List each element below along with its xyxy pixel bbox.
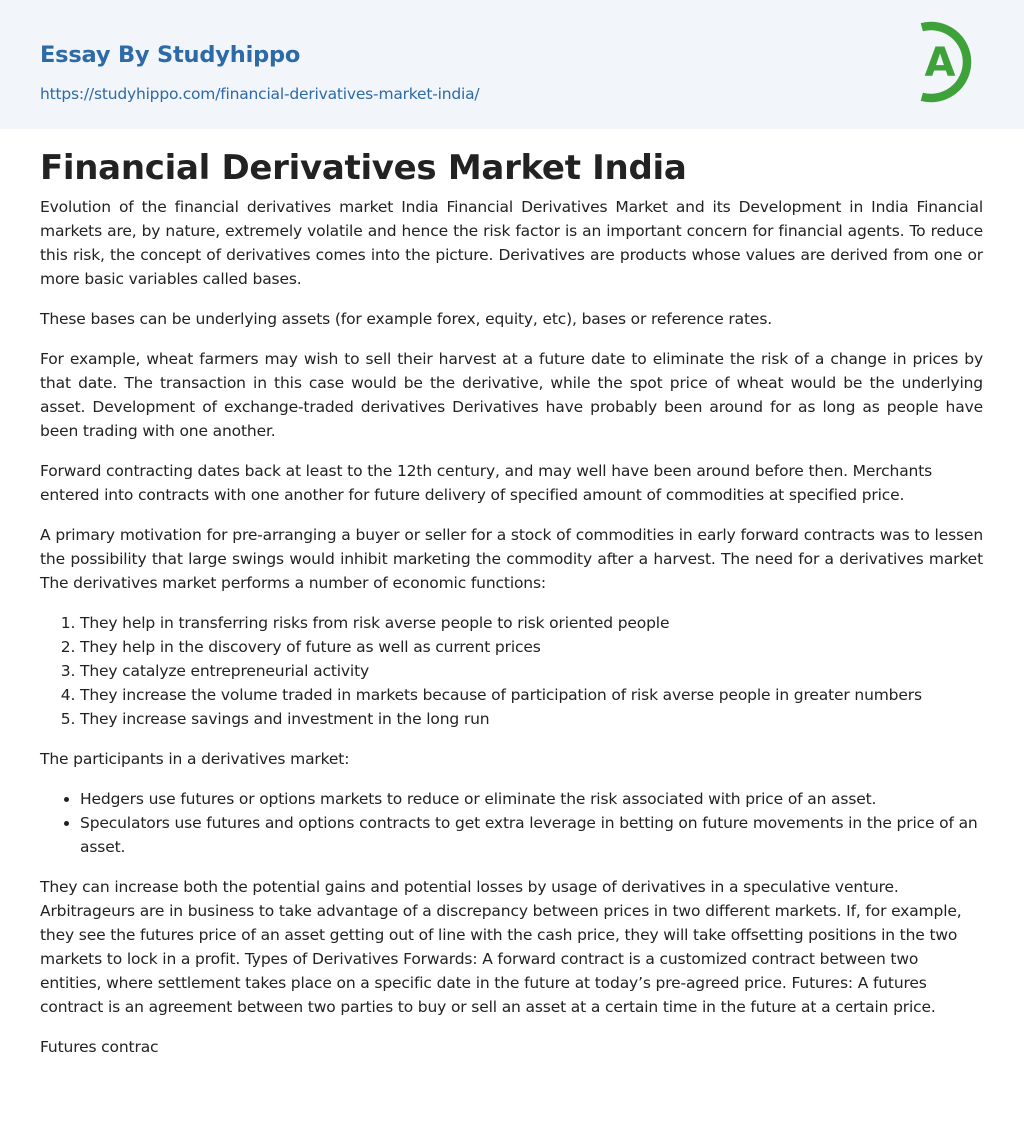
list-item: 3. They catalyze entrepreneurial activity xyxy=(80,659,983,683)
list-item: 5. They increase savings and investment in the long run xyxy=(80,707,983,731)
list-item: • Hedgers use futures or options markets to reduce or eliminate the risk associated with price of an asset. xyxy=(80,787,983,811)
studyhippo-logo-icon[interactable] xyxy=(913,19,985,105)
paragraph: Evolution of the financial derivatives market India Financial Derivatives Market and its Development in India Financial markets are, by nature, extremely volatile and hence the risk factor is an important concern for financial agents. To reduce this risk, the concept of derivatives comes into the picture. Derivatives are products whose values are derived from one or more basic variables called bases. xyxy=(40,198,983,288)
logo-letter: A xyxy=(924,40,956,86)
paragraph: A primary motivation for pre-arranging a buyer or seller for a stock of commodities in early forward contracts was to lessen the possibility that large swings would inhibit marketing the commodity after a harvest. The need for a derivatives market The derivatives market performs a number of economic functions: xyxy=(40,526,983,592)
brand-title: Essay By Studyhippo xyxy=(40,42,301,68)
article-body xyxy=(0,129,1024,1059)
list-item: 2. They help in the discovery of future as well as current prices xyxy=(80,635,983,659)
paragraph: These bases can be underlying assets (for example forex, equity, etc), bases or reference rates. xyxy=(40,310,773,328)
page-title: Financial Derivatives Market India xyxy=(40,148,687,188)
paragraph: For example, wheat farmers may wish to sell their harvest at a future date to eliminate the risk of a change in prices by that date. The transaction in this case would be the derivative, while the spot price of wheat would be the underlying asset. Development of exchange-traded derivatives Derivatives have probably been around for as long as people have been trading with one another. xyxy=(40,350,983,440)
paragraph: Futures contrac xyxy=(40,1038,159,1056)
list-item: 1. They help in transferring risks from risk averse people to risk oriented people xyxy=(80,611,983,635)
paragraph: They can increase both the potential gains and potential losses by usage of derivatives in a speculative venture. Arbitrageurs are in business to take advantage of a discrepancy between prices in two different markets. If, for example, they see the futures price of an asset getting out of line with the cash price, they will take offsetting positions in the two markets to lock in a profit. Types of Derivatives Forwards: A forward contract is a customized contract between two entities, where settlement takes place on a specific date in the future at today’s pre-agreed price. Futures: A futures contract is an agreement between two parties to buy or sell an asset at a certain time in the future at a certain price. xyxy=(40,878,962,1016)
participants-list xyxy=(40,787,983,859)
economic-functions-list xyxy=(40,611,983,731)
site-header xyxy=(0,0,1024,129)
list-item: • Speculators use futures and options contracts to get extra leverage in betting on future movements in the price of an asset. xyxy=(80,811,983,859)
paragraph: Forward contracting dates back at least to the 12th century, and may well have been around before then. Merchants entered into contracts with one another for future delivery of specified amount of commodities at specified price. xyxy=(40,462,933,504)
source-url-link[interactable]: https://studyhippo.com/financial-derivatives-market-india/ xyxy=(40,85,480,103)
paragraph: The participants in a derivatives market: xyxy=(40,750,350,768)
list-item: 4. They increase the volume traded in markets because of participation of risk averse people in greater numbers xyxy=(80,683,983,707)
